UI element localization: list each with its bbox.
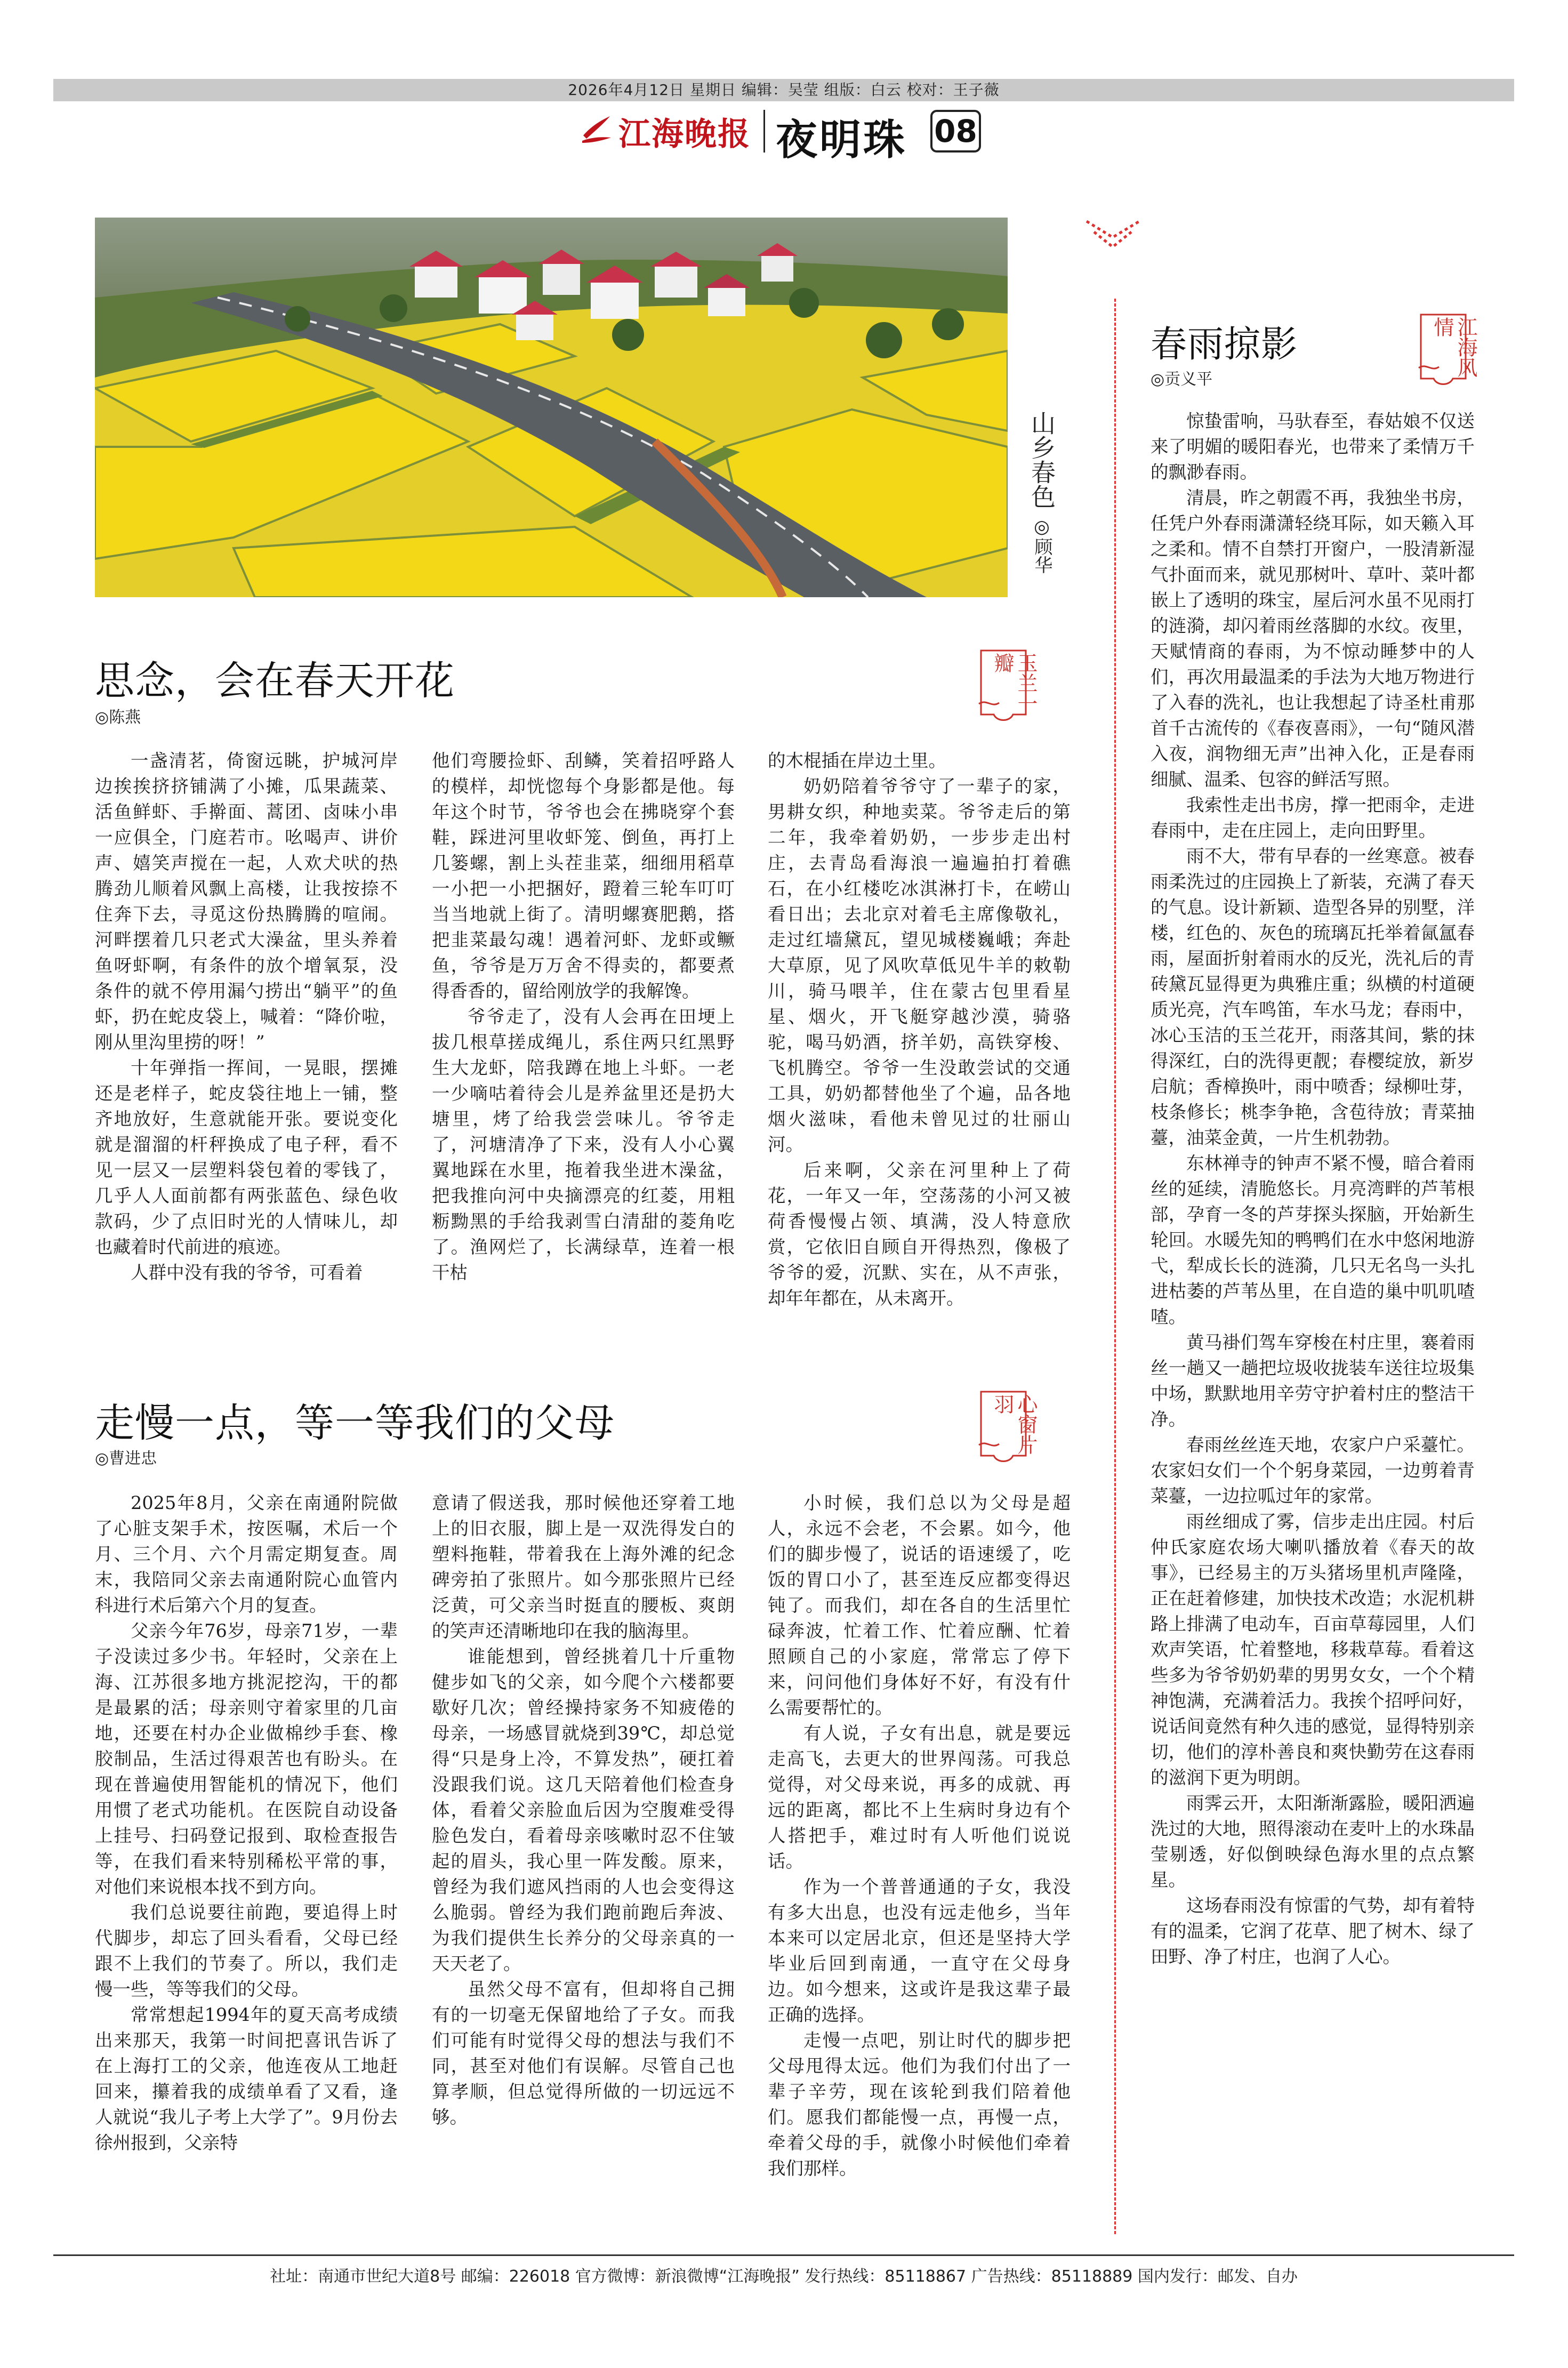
article-column <box>95 748 398 1286</box>
date-editor-line: 2026年4月12日 星期日 编辑：吴莹 组版：白云 校对：王子薇 <box>568 81 1000 99</box>
paragraph: 2025年8月，父亲在南通附院做了心脏支架手术，按医嘱，术后一个月、三个月、六个月需定期复查。周末，我陪同父亲去南通附院心血管内科进行术后第六个月的复查。 <box>95 1492 398 1616</box>
paragraph: 一盏清茗，倚窗远眺，护城河岸边挨挨挤挤铺满了小摊，瓜果蔬菜、活鱼鲜虾、手擀面、蒿团、卤味小串一应俱全，门庭若市。吆喝声、讲价声、嬉笑声搅在一起，人欢犬吠的热腾劲儿顺着风飘上高楼，让我按捺不住奔下去，寻觅这份热腾腾的喧闹。河畔摆着几只老式大澡盆，里头养着鱼呀虾啊，有条件的放个增氧泵，没条件的就不停用漏勺捞出“躺平”的鱼虾，扔在蛇皮袋上，喊着：“降价啦，刚从里沟里捞的呀！” <box>95 750 398 1053</box>
article-column <box>432 1490 735 2130</box>
paragraph: 十年弹指一挥间，一晃眼，摆摊还是老样子，蛇皮袋往地上一铺，整齐地放好，生意就能开张。要说变化就是溜溜的杆秤换成了电子秤，看不见一层又一层塑料袋包着的零钱了，几乎人人面前都有两张蓝色、绿色收款码，少了点旧时光的人情味儿，却也藏着时代前进的痕迹。 <box>95 1057 398 1257</box>
article-column <box>768 1490 1071 2181</box>
footer-rule <box>53 2254 1514 2256</box>
paragraph: 黄马褂们驾车穿梭在村庄里，褰着雨丝一趟又一趟把垃圾收拢装车送往垃圾集中场，默默地用辛劳守护着村庄的整洁干净。 <box>1151 1332 1475 1430</box>
column-tag-text: 江海风情 <box>1430 317 1477 378</box>
article-title: 走慢一点，等一等我们的父母 <box>95 1400 615 1446</box>
article-column <box>1151 408 1475 1970</box>
paragraph: 走慢一点吧，别让时代的脚步把父母甩得太远。他们为我们付出了一辈子辛劳，现在该轮到我们陪着他们。愿我们都能慢一点，再慢一点，牵着父母的手，就像小时候他们牵着我们那样。 <box>768 2030 1071 2179</box>
column-tag-text: 心窗片羽 <box>991 1394 1038 1455</box>
article-byline: ◎曹进忠 <box>95 1449 157 1468</box>
paragraph: 的木棍插在岸边土里。 <box>768 750 946 771</box>
page-number: 08 <box>930 110 981 152</box>
article-title: 思念，会在春天开花 <box>95 658 455 704</box>
footer-info: 社址：南通市世纪大道8号 邮编：226018 官方微博：新浪微博“江海晚报” 发行热线：85118867 广告热线：85118889 国内发行：邮发、自办 <box>270 2267 1298 2286</box>
paragraph: 东林禅寺的钟声不紧不慢，暗合着雨丝的延续，清脆悠长。月亮湾畔的芦苇根部，孕育一冬的芦芽探头探脑，开始新生轮回。水暖先知的鸭鸭们在水中悠闲地游弋，犁成长长的涟漪，几只无名鸟一头扎进枯萎的芦苇丛里，在自造的巢中叽叽喳喳。 <box>1151 1153 1475 1327</box>
paragraph: 后来啊，父亲在河里种上了荷花，一年又一年，空荡荡的小河又被荷香慢慢占领、填满，没人特意欣赏，它依旧自顾自开得热烈，像极了爷爷的爱，沉默、实在，从不声张，却年年都在，从未离开。 <box>768 1160 1071 1309</box>
paragraph: 常常想起1994年的夏天高考成绩出来那天，我第一时间把喜讯告诉了在上海打工的父亲，他连夜从工地赶回来，攥着我的成绩单看了又看，逢人就说“我儿子考上大学了”。9月份去徐州报到，父亲特 <box>95 2004 398 2153</box>
paragraph: 谁能想到，曾经挑着几十斤重物健步如飞的父亲，如今爬个六楼都要歇好几次；曾经操持家务不知疲倦的母亲，一场感冒就烧到39℃，却总觉得“只是身上冷，不算发热”，硬扛着没跟我们说。这几天陪着他们检查身体，看着父亲脸血后因为空腹难受得脸色发白，看着母亲咳嗽时忍不住皱起的眉头，我心里一阵发酸。原来，曾经为我们遮风挡雨的人也会变得这么脆弱。曾经为我们跑前跑后奔波、为我们提供生长养分的父母亲真的一天天老了。 <box>432 1646 735 1974</box>
paper-name: 江海晚报 <box>618 116 751 153</box>
article-column <box>768 748 1071 1311</box>
article-column <box>95 1490 398 2156</box>
article-title: 春雨掠影 <box>1151 324 1298 366</box>
photo-caption <box>1029 411 1056 574</box>
paragraph: 雨丝细成了雾，信步走出庄园。村后仲氏家庭农场大喇叭播放着《春天的故事》，已经易主的万头猪场里机声隆隆，正在赶着修建，加快技术改造；水泥机耕路上排满了电动车，百亩草莓园里，人们欢声笑语，忙着整地，移栽草莓。看着这些多为爷爷奶奶辈的男男女女，一个个精神饱满，充满着活力。我挨个招呼问好，说话间竟然有种久违的感觉，显得特别亲切，他们的淳朴善良和爽快勤劳在这春雨的滋润下更为明朗。 <box>1151 1511 1475 1788</box>
paragraph: 有人说，子女有出息，就是要远走高飞，去更大的世界闯荡。可我总觉得，对父母来说，再多的成就、再远的距离，都比不上生病时身边有个人搭把手，难过时有人听他们说说话。 <box>768 1723 1071 1872</box>
paragraph: 人群中没有我的爷爷，可看着 <box>131 1262 363 1283</box>
column-tag-seal <box>976 645 1038 725</box>
paragraph: 意请了假送我，那时候他还穿着工地上的旧衣服，脚上是一双洗得发白的塑料拖鞋，带着我在上海外滩的纪念碑旁拍了张照片。如今那张照片已经泛黄，可父亲当时挺直的腰板、爽朗的笑声还清晰地印在我的脑海里。 <box>432 1492 735 1641</box>
header-separator <box>763 110 765 152</box>
paragraph: 小时候，我们总以为父母是超人，永远不会老，不会累。如今，他们的脚步慢了，说话的语速缓了，吃饭的胃口小了，甚至连反应都变得迟钝了。而我们，却在各自的生活里忙碌奔波，忙着工作、忙着应酬、忙着照顾自己的小家庭，常常忘了停下来，问问他们身体好不好，有没有什么需要帮忙的。 <box>768 1492 1071 1718</box>
section-name: 夜明珠 <box>776 116 907 164</box>
article-column <box>432 748 735 1286</box>
paragraph: 雨霁云开，太阳渐渐露脸，暖阳洒遍洗过的大地，照得滚动在麦叶上的水珠晶莹剔透，好似倒映绿色海水里的点点繁星。 <box>1151 1793 1475 1890</box>
column-tag-text: 玉兰一瓣 <box>991 653 1038 713</box>
date-editor-bar <box>53 79 1514 101</box>
chevron-decoration-icon <box>1082 216 1144 259</box>
paragraph: 他们弯腰捡虾、刮鳞，笑着招呼路人的模样，却恍惚每个身影都是他。每年这个时节，爷爷也会在拂晓穿个套鞋，踩进河里收虾笼、倒鱼，再打上几篓螺，割上头茬韭菜，细细用稻草一小把一小把捆好，蹬着三轮车叮叮当当地就上街了。清明螺赛肥鹅，搭把韭菜最勾魂！遇着河虾、龙虾或鳜鱼，爷爷是万万舍不得卖的，都要煮得香香的，留给刚放学的我解馋。 <box>432 750 735 1001</box>
rapeseed-field-village-photo <box>95 218 1008 597</box>
photo-caption-author: ◎顾华 <box>1031 516 1052 574</box>
paragraph: 清晨，昨之朝霞不再，我独坐书房，任凭户外春雨潇潇轻绕耳际，如天籁入耳之柔和。情不自禁打开窗户，一股清新湿气扑面而来，就见那树叶、草叶、菜叶都嵌上了透明的珠宝，屋后河水虽不见雨打的涟漪，却闪着雨丝落脚的水纹。夜里，天赋情商的春雨，为不惊动睡梦中的人们，再次用最温柔的手法为大地万物进行了入春的洗礼，也让我想起了诗圣杜甫那首千古流传的《春夜喜雨》，一句“随风潜入夜，润物细无声”出神入化，正是春雨细腻、温柔、包容的鲜活写照。 <box>1151 487 1475 790</box>
paragraph: 惊蛰雷响，马驮春至，春姑娘不仅送来了明媚的暖阳春光，也带来了柔情万千的飘渺春雨。 <box>1151 411 1475 483</box>
paragraph: 我索性走出书房，撑一把雨伞，走进春雨中，走在庄园上，走向田野里。 <box>1151 794 1475 841</box>
paragraph: 父亲今年76岁，母亲71岁，一辈子没读过多少书。年轻时，父亲在上海、江苏很多地方挑泥挖沟，干的都是最累的活；母亲则守着家里的几亩地，还要在村办企业做棉纱手套、橡胶制品，生活过得艰苦也有盼头。在现在普遍使用智能机的情况下，他们用惯了老式功能机。在医院自动设备上挂号、扫码登记报到、取检查报告等，在我们看来特别稀松平常的事，对他们来说根本找不到方向。 <box>95 1620 398 1897</box>
paragraph: 奶奶陪着爷爷守了一辈子的家，男耕女织，种地卖菜。爷爷走后的第二年，我牵着奶奶，一步步走出村庄，去青岛看海浪一遍遍拍打着礁石，在小红楼吃冰淇淋打卡，在崂山看日出；去北京对着毛主席像敬礼，走过红墙黛瓦，望见城楼巍峨；奔赴大草原，见了风吹草低见牛羊的敕勒川，骑马喂羊，住在蒙古包里看星星、烟火，开飞艇穿越沙漠，骑骆驼，喝马奶酒，挤羊奶，高铁穿梭、飞机腾空。爷爷一生没敢尝试的交通工具，奶奶都替他坐了个遍，品各地烟火滋味，看他未曾见过的壮丽山河。 <box>768 776 1071 1155</box>
column-divider <box>1114 299 1116 2234</box>
paragraph: 我们总说要往前跑，要追得上时代脚步，却忘了回头看看，父母已经跟不上我们的节奏了。所以，我们走慢一些，等等我们的父母。 <box>95 1902 398 2000</box>
paragraph: 虽然父母不富有，但却将自己拥有的一切毫无保留地给了子女。而我们可能有时觉得父母的想法与我们不同，甚至对他们有误解。尽管自己也算孝顺，但总觉得所做的一切远远不够。 <box>432 1979 735 2128</box>
paragraph: 雨不大，带有早春的一丝寒意。被春雨柔洗过的庄园换上了新装，充满了春天的气息。设计新颖、造型各异的别墅，洋楼，红色的、灰色的琉璃瓦托举着氤氲春雨，屋面折射着雨水的反光，洗礼后的青砖黛瓦显得更为典雅庄重；纵横的村道硬质光亮，汽车鸣笛，车水马龙；春雨中，冰心玉洁的玉兰花开，雨落其间，紫的抹得深红，白的洗得更靓；春樱绽放，新岁启航；香樟换叶，雨中喷香；绿柳吐芽，枝条修长；桃李争艳，含苞待放；青菜抽薹，油菜金黄，一片生机勃勃。 <box>1151 846 1475 1148</box>
column-tag-seal <box>976 1386 1038 1466</box>
column-tag-seal <box>1416 309 1477 389</box>
jianghai-logo-icon <box>580 112 613 145</box>
photo-caption-title: 山乡春色 <box>1027 411 1056 509</box>
paragraph: 爷爷走了，没有人会再在田埂上拔几根草搓成绳儿，系住两只红黑野生大龙虾，陪我蹲在地上斗虾。一老一少嘀咕着待会儿是养盆里还是扔大塘里，烤了给我尝尝味儿。爷爷走了，河塘清净了下来，没有人小心翼翼地踩在水里，拖着我坐进木澡盆，把我推向河中央摘漂亮的红菱，用粗粝黝黑的手给我剥雪白清甜的菱角吃了。渔网烂了，长满绿草，连着一根干枯 <box>432 1006 735 1283</box>
paragraph: 这场春雨没有惊雷的气势，却有着特有的温柔，它润了花草、肥了树木、绿了田野、净了村庄，也润了人心。 <box>1151 1895 1475 1967</box>
paragraph: 春雨丝丝连天地，农家户户采薹忙。农家妇女们一个个躬身菜园，一边剪着青菜薹，一边拉呱过年的家常。 <box>1151 1434 1475 1506</box>
article-byline: ◎陈燕 <box>95 708 141 727</box>
article-byline: ◎贡义平 <box>1151 370 1213 389</box>
paragraph: 作为一个普普通通的子女，我没有多大出息，也没有远走他乡，当年本来可以定居北京，但还是坚持大学毕业后回到南通，一直守在父母身边。如今想来，这或许是我这辈子最正确的选择。 <box>768 1876 1071 2025</box>
